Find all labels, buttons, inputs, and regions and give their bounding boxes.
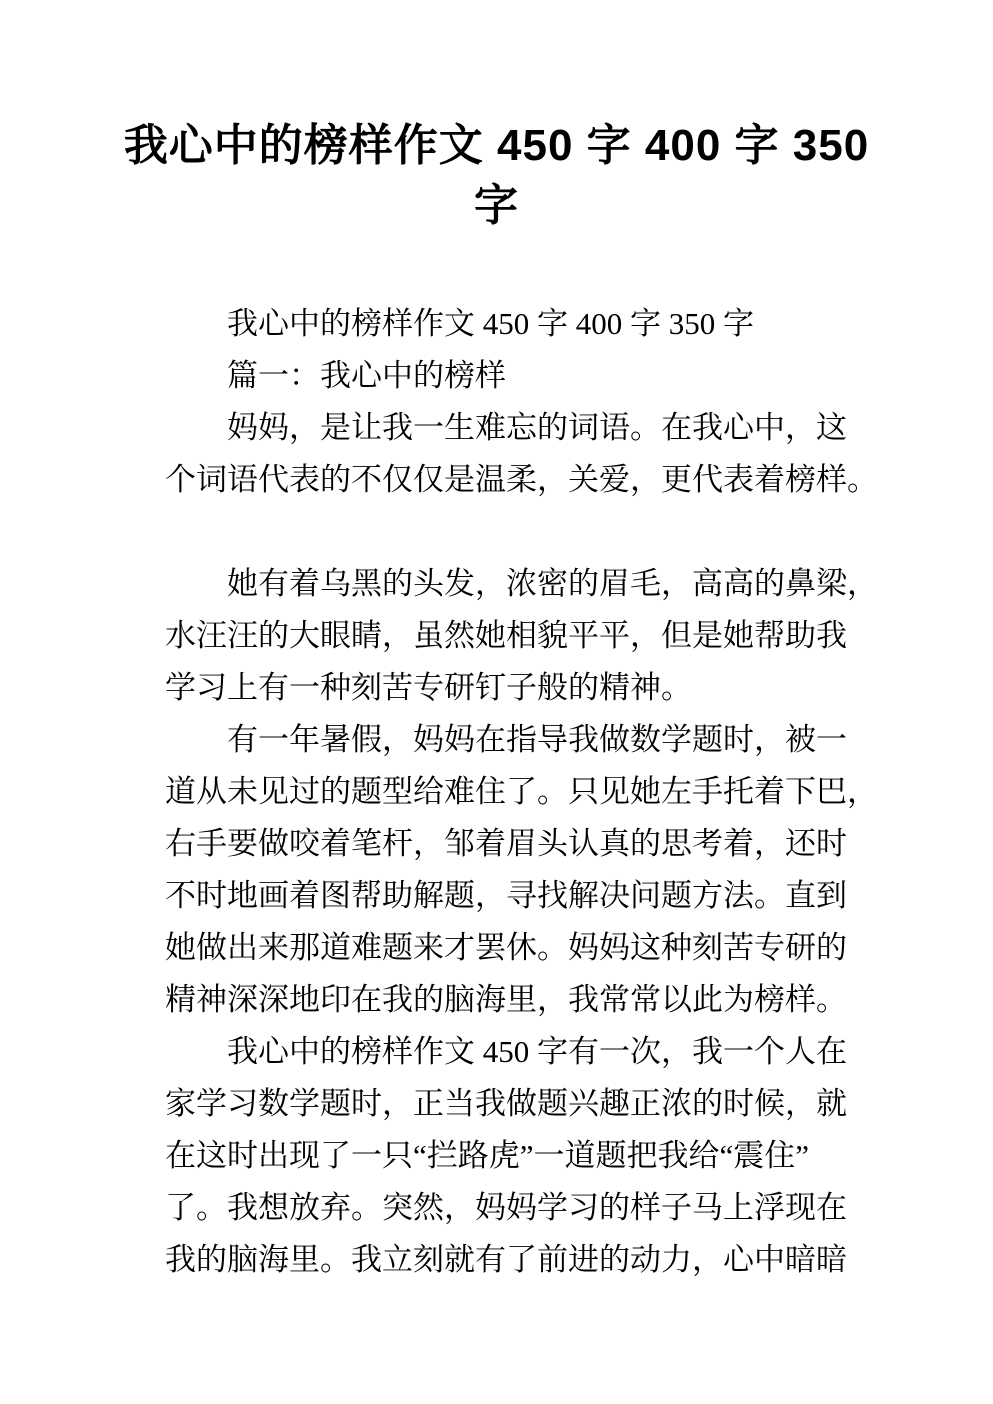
body-line	[165, 506, 849, 558]
body-line: 不时地画着图帮助解题，寻找解决问题方法。直到	[165, 878, 847, 913]
document-title-line: 我心中的榜样作文 450 字 400 字 350	[123, 121, 870, 170]
body-line: 我心中的榜样作文 450 字有一次，我一个人在	[227, 1034, 847, 1069]
body-line: 她有着乌黑的头发，浓密的眉毛，高高的鼻梁，	[227, 566, 878, 601]
body-line: 家学习数学题时，正当我做题兴趣正浓的时候，就	[165, 1086, 847, 1121]
body-line: 她做出来那道难题来才罢休。妈妈这种刻苦专研的	[165, 930, 847, 965]
body-line: 妈妈，是让我一生难忘的词语。在我心中，这	[227, 410, 847, 445]
body-line: 水汪汪的大眼睛，虽然她相貌平平，但是她帮助我	[165, 618, 847, 653]
body-line: 了。我想放弃。突然，妈妈学习的样子马上浮现在	[165, 1190, 847, 1225]
body-line: 我心中的榜样作文 450 字 400 字 350 字	[227, 306, 754, 341]
body-line: 道从未见过的题型给难住了。只见她左手托着下巴，	[165, 774, 878, 809]
body-line: 右手要做咬着笔杆，邹着眉头认真的思考着，还时	[165, 826, 847, 861]
body-line: 精神深深地印在我的脑海里，我常常以此为榜样。	[165, 982, 847, 1017]
body-line: 篇一：我心中的榜样	[227, 358, 506, 393]
document-title-line: 字	[474, 181, 519, 230]
body-line: 学习上有一种刻苦专研钉子般的精神。	[165, 670, 692, 705]
body-line: 在这时出现了一只“拦路虎”一道题把我给“震住”	[165, 1138, 810, 1173]
document-body	[165, 298, 878, 1286]
body-line: 有一年暑假，妈妈在指导我做数学题时，被一	[227, 722, 847, 757]
body-line: 我的脑海里。我立刻就有了前进的动力，心中暗暗	[165, 1242, 847, 1277]
document-title	[80, 116, 913, 236]
body-line: 个词语代表的不仅仅是温柔，关爱，更代表着榜样。	[165, 462, 878, 497]
